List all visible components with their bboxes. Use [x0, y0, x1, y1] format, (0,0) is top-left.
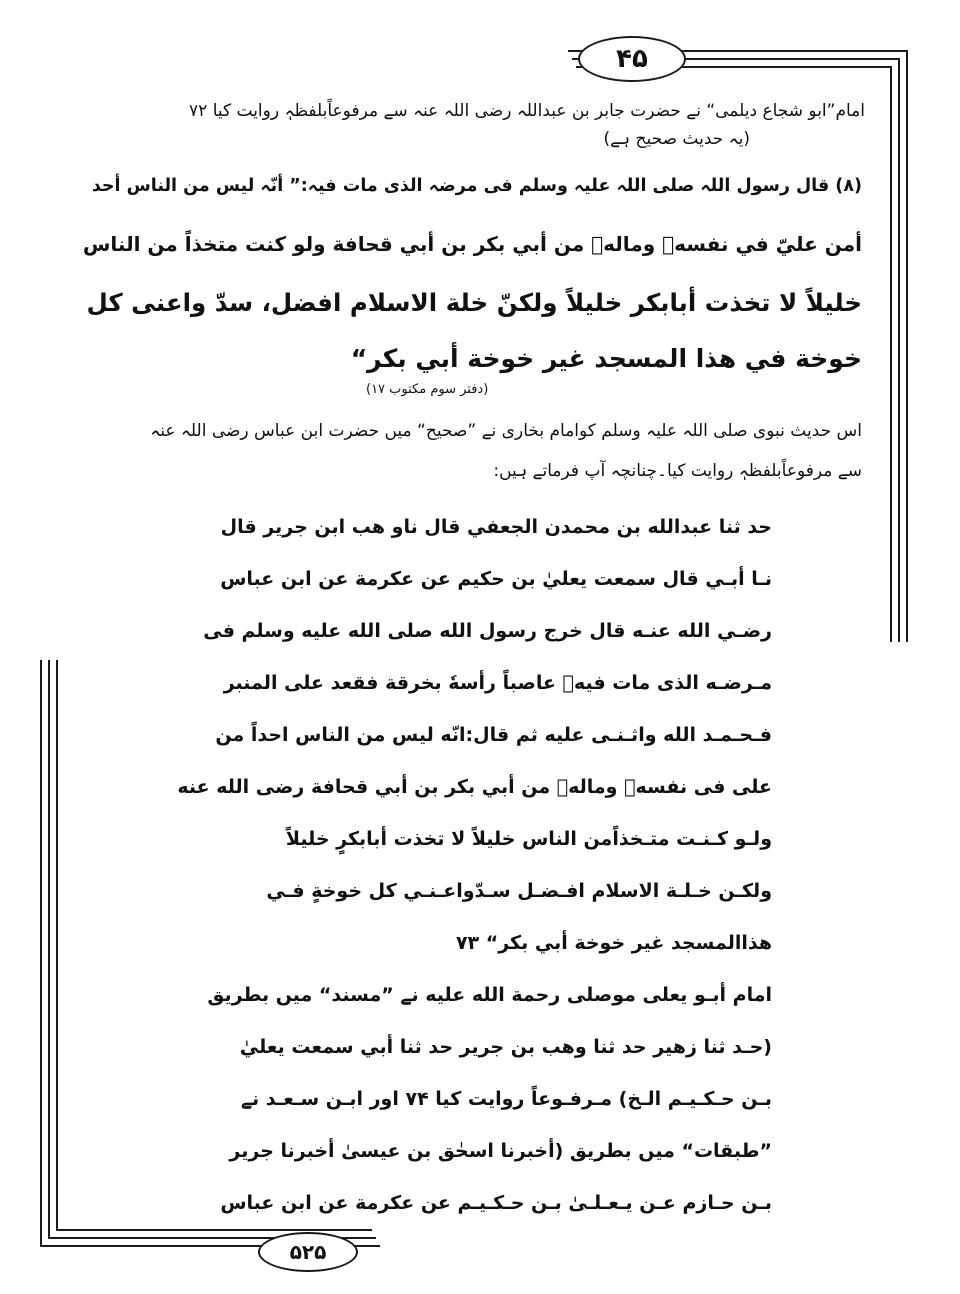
hadith-8-line-4: خوخة في هذا المسجد غير خوخة أبي بكر“ — [350, 344, 862, 373]
chapter-number: ۴۵ — [616, 44, 648, 74]
frame-bottom-line-3 — [56, 1229, 372, 1231]
frame-right-middle — [898, 58, 900, 642]
bukhari-line-3: رضـي الله عنـه قال خرج رسول الله صلى الله عليه وسلم فى — [203, 620, 772, 642]
abu-yala-line-2: (حـد ثنا زهير حد ثنا وهب بن جرير حد ثنا أبي سمعت يعليٰ — [239, 1036, 772, 1058]
hadith-8-line-2: أمن عليّ في نفسهٖ ومالهٖ من أبي بكر بن أبي قحافة ولو كنت متخذاً من الناس — [82, 232, 862, 256]
abu-yala-line-5: بـن حـازم عـن يـعـلـىٰ بـن حـكـيـم عن عكرمة عن ابن عباس — [220, 1192, 772, 1214]
frame-left-middle — [48, 660, 50, 1238]
hadith-8-line-3: خليلاً لا تخذت أبابكر خليلاً ولكنّ خلة الاسلام افضل، سدّ واعنى كل — [86, 288, 862, 317]
chapter-number-oval — [578, 36, 686, 82]
commentary-line-2: سے مرفوعاًبلفظہٖ روایت کیا۔چنانچہ آپ فرماتے ہیں: — [493, 461, 862, 481]
bukhari-line-8: ولكـن خـلـة الاسلام افـضـل سـدّواعـنـي كل خوخةٍ فـي — [266, 880, 772, 902]
hadith-8-line-1: (۸) قال رسول اللہ صلی اللہ علیہ وسلم فی مرضہ الذی مات فیہ:” أنّہ لیس من الناس أحد — [91, 176, 862, 196]
abu-yala-line-4: ”طبقات“ میں بطریق (أخبرنا اسحٰق بن عيسىٰ أخبرنا جرير — [229, 1140, 772, 1162]
bukhari-line-5: فـحـمـد الله واثـنـى عليه ثم قال:انّه ليس من الناس احداً من — [215, 724, 772, 746]
frame-right-outer — [906, 50, 908, 642]
page-number-oval — [258, 1232, 358, 1272]
bukhari-line-6: على فى نفسهٖ ومالهٖ من أبي بكر بن أبي قحافة رضى الله عنه — [177, 776, 772, 798]
abu-yala-line-1: امام أبـو يعلى موصلى رحمة الله عليه نے ”مسند“ میں بطریق — [207, 984, 772, 1006]
bukhari-line-2: نـا أبـي قال سمعت يعليٰ بن حكيم عن عكرمة عن ابن عباس — [220, 568, 772, 590]
frame-left-outer — [40, 660, 42, 1246]
intro-line-1: امام”ابو شجاع دیلمی“ نے حضرت جابر بن عبداللہ رضی اللہ عنہ سے مرفوعاًبلفظہٖ روایت کیا ۷۲ — [189, 101, 865, 121]
bukhari-line-9: هذاالمسجد غير خوخة أبي بكر“ ۷۳ — [455, 932, 772, 954]
bukhari-line-1: حد ثنا عبدالله بن محمدن الجعفي قال ناو هب ابن جرير قال — [220, 516, 772, 538]
frame-right-inner — [890, 66, 892, 642]
intro-line-2: (یہ حدیث صحیح ہے) — [603, 129, 750, 149]
abu-yala-line-3: بـن حـكـيـم الـخ) مـرفـوعاً روايت كيا ۷۴ اور ابـن سـعـد نے — [240, 1088, 772, 1110]
bukhari-line-7: ولـو كـنـت متـخذاًمن الناس خليلاً لا تخذت أبابكرٍ خليلاً — [285, 828, 772, 850]
commentary-line-1: اس حدیث نبوی صلی اللہ علیہ وسلم کوامام بخاری نے ”صحیح“ میں حضرت ابن عباس رضی اللہ عنہ — [150, 421, 862, 441]
bukhari-line-4: مـرضـه الذى مات فيهٖ عاصباً رأسهٗ بخرقة فقعد على المنبر — [223, 672, 772, 694]
hadith-8-reference: (دفتر سوم مکتوب ۱۷) — [366, 382, 489, 397]
frame-left-inner — [56, 660, 58, 1230]
page-number: ۵۲۵ — [289, 1240, 327, 1264]
